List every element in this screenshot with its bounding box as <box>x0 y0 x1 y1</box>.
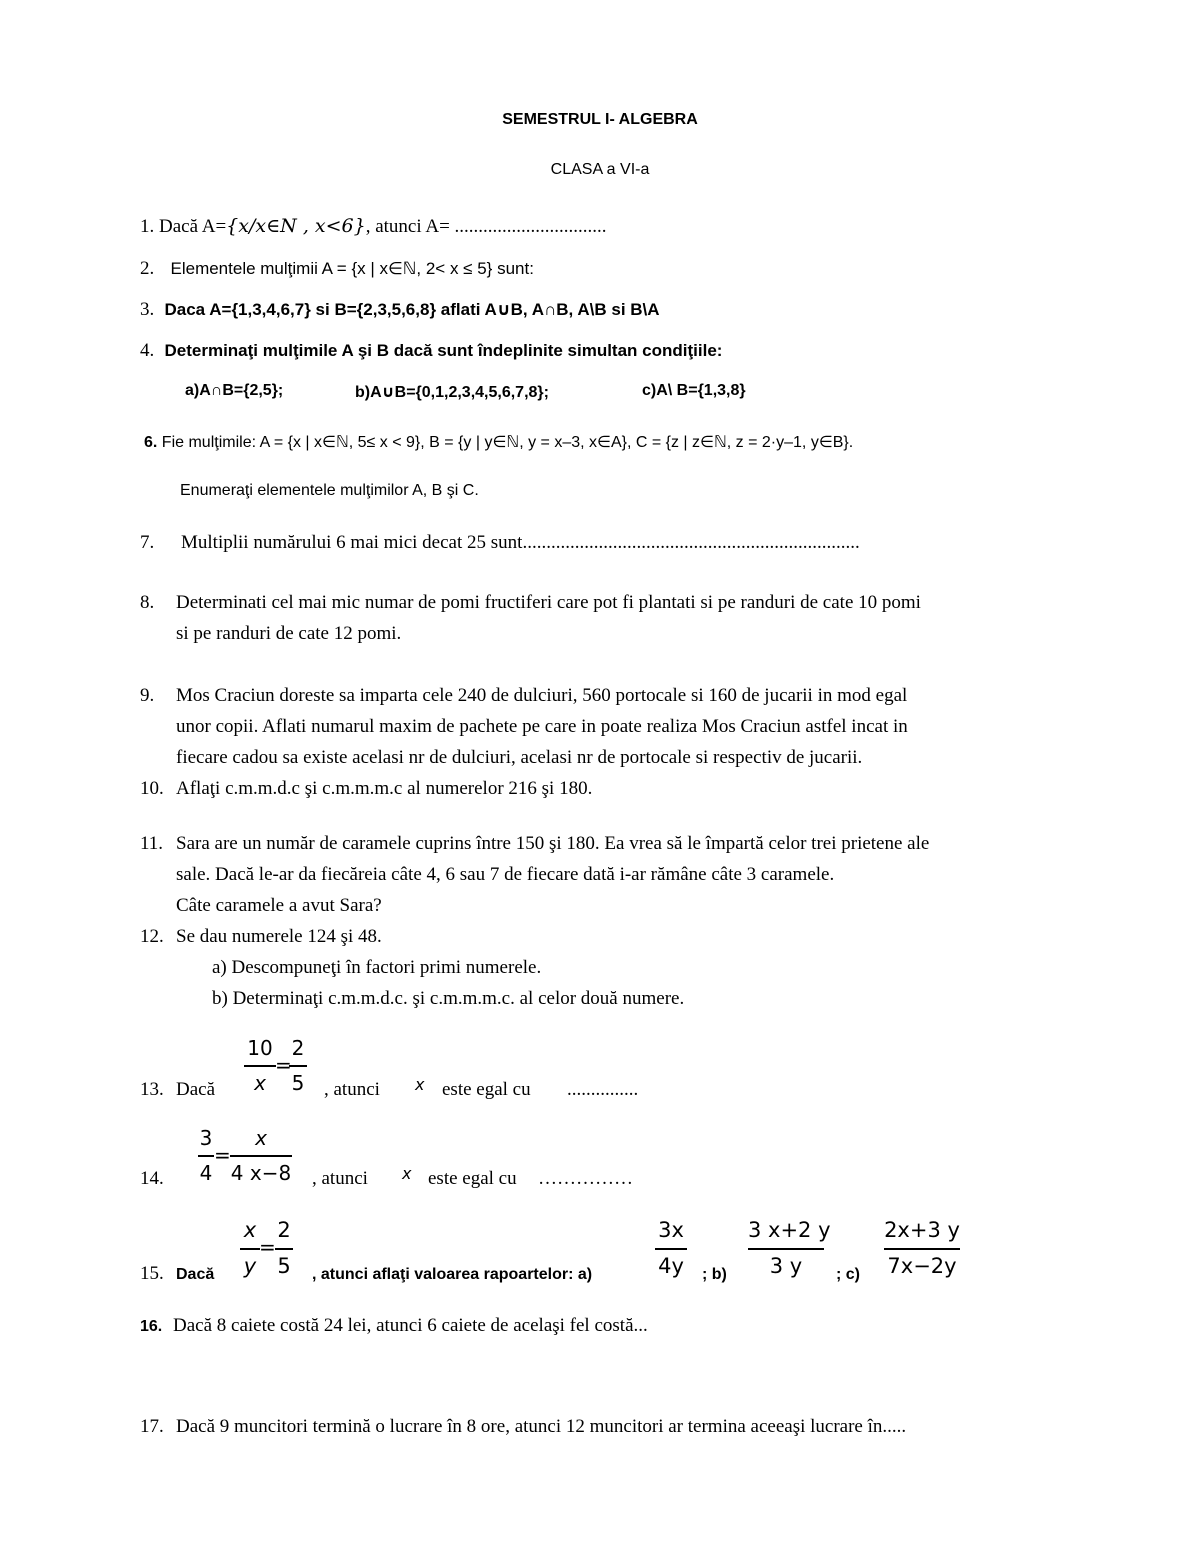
fraction-3-over-4 <box>198 1126 214 1188</box>
problem-4-condition-b: b)A∪B={0,1,2,3,4,5,6,7,8}; <box>355 384 549 401</box>
denominator: 4 x−8 <box>230 1161 292 1185</box>
numerator: 2x+3 y <box>884 1218 960 1242</box>
fraction-3x-plus-2y-over-3y <box>748 1218 831 1282</box>
numerator: 2 <box>277 1218 291 1242</box>
problem-9-line-1: Mos Craciun doreste sa imparta cele 240 de dulciuri, 560 portocale si 160 de jucarii in mod egal <box>176 685 908 706</box>
fraction-bar <box>884 1248 960 1250</box>
fraction-bar <box>289 1065 307 1067</box>
problem-13-text: este egal cu <box>442 1079 531 1100</box>
problem-7 <box>140 532 860 554</box>
problem-11-line-1: Sara are un număr de caramele cuprins între 150 şi 180. Ea vrea să le împartă celor trei prietene ale <box>176 833 930 854</box>
fraction-10-over-x <box>244 1036 276 1098</box>
fraction-x-over-4x-minus-8 <box>230 1126 292 1188</box>
fraction-bar <box>240 1248 260 1250</box>
denominator: 3 y <box>769 1254 803 1278</box>
problem-17-number: 17. <box>140 1416 164 1437</box>
problem-10-number: 10. <box>140 778 164 799</box>
problem-16-number: 16. <box>140 1318 163 1335</box>
problem-14-text: , atunci <box>312 1168 368 1189</box>
problem-10-text: Aflaţi c.m.m.d.c şi c.m.m.m.c al numerelor 216 şi 180. <box>176 778 593 799</box>
fraction-bar <box>748 1248 824 1250</box>
problem-13-text: , atunci <box>324 1079 380 1100</box>
problem-17-text: Dacă 9 muncitori termină o lucrare în 8 ore, atunci 12 muncitori ar termina aceeaşi lucrare în..... <box>176 1416 907 1437</box>
denominator: x <box>254 1071 266 1095</box>
fraction-bar <box>230 1155 292 1157</box>
page-title: SEMESTRUL I- ALGEBRA <box>502 111 698 128</box>
fraction-3x-over-4y <box>655 1218 687 1282</box>
problem-15-number: 15. <box>140 1263 164 1284</box>
problem-13-text: Dacă <box>176 1079 216 1100</box>
problem-15-separator: ; c) <box>836 1266 860 1283</box>
problem-4-condition-a: a)A∩B={2,5}; <box>185 382 284 399</box>
problem-9-number: 9. <box>140 685 155 706</box>
fraction-2x-plus-3y-over-7x-minus-2y <box>884 1218 960 1282</box>
fraction-bar <box>655 1248 687 1250</box>
problem-9-line-3: fiecare cadou sa existe acelasi nr de dulciuri, acelasi nr de portocale si respectiv de jucarii. <box>176 747 863 768</box>
problem-15-text: Dacă <box>176 1266 215 1283</box>
problem-14-text: este egal cu <box>428 1168 517 1189</box>
problem-13-number: 13. <box>140 1079 164 1100</box>
problem-text: Daca A={1,3,4,6,7} si B={2,3,5,6,8} aflati A∪B, A∩B, A\B si B\A <box>164 300 660 319</box>
equals-sign: = <box>259 1235 276 1259</box>
problem-text: Elementele mulţimii A = {x | x∈ℕ, 2< x ≤ 5} sunt: <box>170 259 534 278</box>
denominator: 5 <box>277 1254 291 1278</box>
variable-x: x <box>402 1164 412 1183</box>
equals-sign: = <box>214 1143 231 1167</box>
problem-8-line-1: Determinati cel mai mic numar de pomi fructiferi care pot fi plantati si pe randuri de cate 10 pomi <box>176 592 921 613</box>
equals-sign: = <box>275 1053 292 1077</box>
answer-blank: …………… <box>538 1168 633 1189</box>
answer-blank: ............... <box>567 1079 639 1100</box>
problem-9-line-2: unor copii. Aflati numarul maxim de pachete pe care in poate realiza Mos Craciun astfel incat in <box>176 716 908 737</box>
problem-number: 1. <box>140 216 155 237</box>
problem-6-instruction: Enumeraţi elementele mulţimilor A, B şi C. <box>180 482 479 499</box>
problem-15-separator: ; b) <box>702 1266 727 1283</box>
problem-14-number: 14. <box>140 1168 164 1189</box>
fraction-bar <box>275 1248 293 1250</box>
denominator: 5 <box>291 1071 305 1095</box>
fraction-x-over-y <box>240 1218 260 1282</box>
page-subtitle: CLASA a VI-a <box>550 161 650 178</box>
problem-text: Dacă A= <box>159 216 227 237</box>
fraction-bar <box>198 1155 214 1157</box>
numerator: 3 x+2 y <box>748 1218 831 1242</box>
problem-12-text: Se dau numerele 124 şi 48. <box>176 926 382 947</box>
numerator: x <box>255 1126 267 1150</box>
denominator: 4y <box>658 1254 684 1278</box>
fraction-2-over-5 <box>275 1218 293 1282</box>
fraction-2-over-5 <box>289 1036 307 1098</box>
problem-text: Fie mulţimile: A = {x | x∈ℕ, 5≤ x < 9}, B = {y | y∈ℕ, y = x–3, x∈A}, C = {z | z∈ℕ, z = 2·y–1, y∈B}. <box>161 434 854 451</box>
problem-number: 7. <box>140 532 155 553</box>
problem-11-line-3: Câte caramele a avut Sara? <box>176 895 382 916</box>
problem-number: 4. <box>140 340 155 361</box>
problem-text: Multiplii numărului 6 mai mici decat 25 sunt <box>181 532 523 553</box>
problem-6 <box>144 432 853 452</box>
problem-15-text: , atunci aflaţi valoarea rapoartelor: a) <box>312 1266 593 1283</box>
answer-blank: ....................................................................... <box>522 532 860 553</box>
problem-11-line-2: sale. Dacă le-ar da fiecăreia câte 4, 6 sau 7 de fiecare dată i-ar rămâne câte 3 caramele. <box>176 864 835 885</box>
numerator: 3x <box>658 1218 684 1242</box>
denominator: 4 <box>199 1161 213 1185</box>
denominator: 7x−2y <box>887 1254 957 1278</box>
problem-number: 6. <box>144 434 158 451</box>
numerator: 10 <box>247 1036 273 1060</box>
numerator: 3 <box>199 1126 213 1150</box>
problem-4 <box>140 340 722 362</box>
problem-number: 3. <box>140 299 155 320</box>
set-notation: {x/x∈N , x<6} <box>226 215 366 237</box>
variable-x: x <box>415 1075 425 1094</box>
answer-blank: ................................ <box>454 216 607 237</box>
problem-8-line-2: si pe randuri de cate 12 pomi. <box>176 623 402 644</box>
problem-16-text: Dacă 8 caiete costă 24 lei, atunci 6 caiete de acelaşi fel costă... <box>173 1315 648 1336</box>
problem-1 <box>140 215 607 238</box>
numerator: 2 <box>291 1036 305 1060</box>
fraction-bar <box>244 1065 276 1067</box>
problem-11-number: 11. <box>140 833 164 854</box>
problem-text: , atunci A= <box>365 216 455 237</box>
problem-2 <box>140 258 534 280</box>
problem-12-part-a: a) Descompuneţi în factori primi numerele. <box>212 957 542 978</box>
problem-12-number: 12. <box>140 926 164 947</box>
problem-12-part-b: b) Determinaţi c.m.m.d.c. şi c.m.m.m.c. al celor două numere. <box>212 988 685 1009</box>
problem-text: Determinaţi mulţimile A şi B dacă sunt îndeplinite simultan condiţiile: <box>164 341 723 360</box>
problem-8-number: 8. <box>140 592 155 613</box>
problem-number: 2. <box>140 258 155 279</box>
problem-4-condition-c: c)A\ B={1,3,8} <box>642 382 746 399</box>
problem-3 <box>140 299 660 321</box>
numerator: x <box>243 1218 257 1242</box>
denominator: y <box>243 1254 257 1278</box>
